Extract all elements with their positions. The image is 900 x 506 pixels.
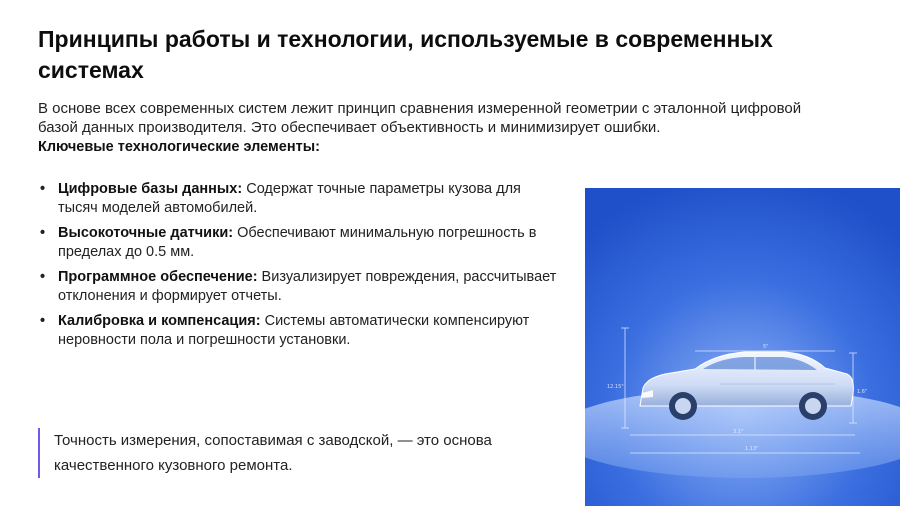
bullet-term: Программное обеспечение: [58, 269, 258, 285]
svg-text:1.13": 1.13" [745, 446, 759, 452]
bullet-text: Визуализирует повреждения, рассчитывает отклонения и формирует отчеты. [58, 269, 557, 304]
svg-text:5": 5" [763, 344, 769, 350]
bullet-text: Обеспечивают минимальную погрешность в пределах до 0.5 мм. [58, 225, 537, 260]
svg-text:3.1": 3.1" [733, 429, 744, 435]
bullet-text: Содержат точные параметры кузова для тысяч моделей автомобилей. [58, 181, 521, 216]
bullet-list [38, 180, 558, 356]
bullet-term: Высокоточные датчики: [58, 225, 234, 241]
bullet-item-software [38, 268, 558, 306]
car-blueprint-image [585, 188, 900, 506]
svg-text:1.6": 1.6" [857, 389, 868, 395]
svg-text:12.15": 12.15" [607, 384, 624, 390]
slide-title: Принципы работы и технологии, используемые в современных системах [38, 26, 773, 83]
bullet-dot: • [40, 181, 46, 197]
car-blueprint-illustration [585, 188, 900, 506]
bullet-item-sensors [38, 224, 558, 262]
bullet-dot: • [40, 313, 46, 329]
intro-paragraph: В основе всех современных систем лежит принцип сравнения измеренной геометрии с эталонной цифровой базой данных производителя. Это обеспечивает объективность и минимизирует ошибки. [38, 100, 802, 136]
bullet-text: Системы автоматически компенсируют неровности пола и погрешности установки. [58, 313, 530, 348]
accent-quote: Точность измерения, сопоставимая с заводской, — это основа качественного кузовного ремонта. [38, 428, 574, 478]
bullet-dot: • [40, 225, 46, 241]
bullet-term: Цифровые базы данных: [58, 181, 243, 197]
bullet-dot: • [40, 269, 46, 285]
bullet-term: Калибровка и компенсация: [58, 313, 261, 329]
key-elements-heading: Ключевые технологические элементы: [38, 139, 320, 155]
bullet-item-calibration [38, 312, 558, 350]
bullet-item-databases [38, 180, 558, 218]
